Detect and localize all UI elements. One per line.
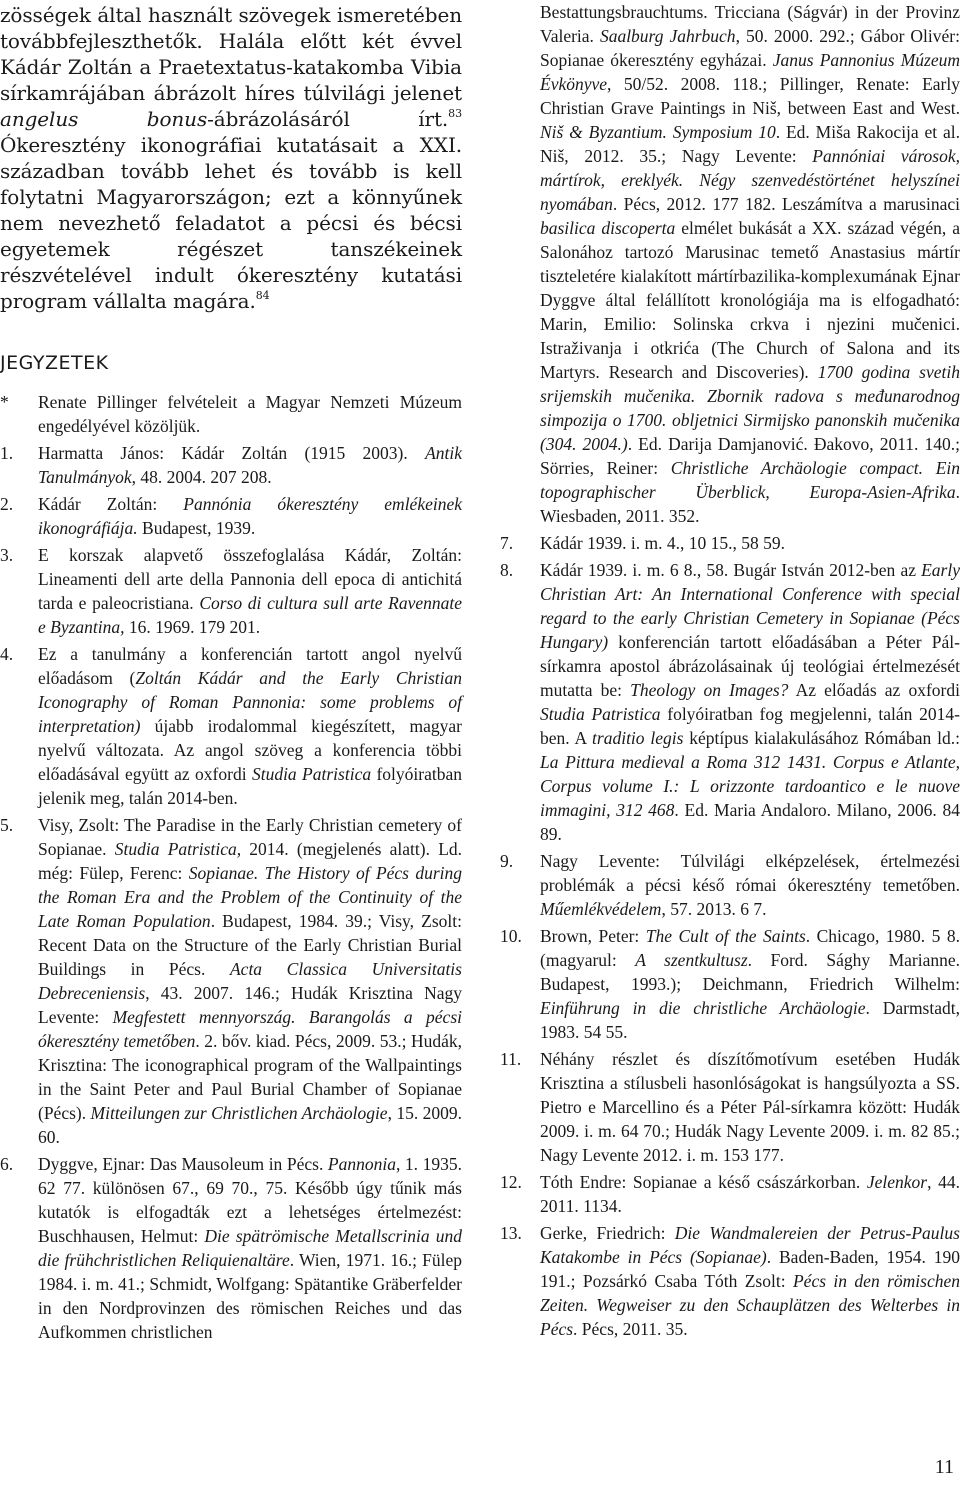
footnote-number: 5. [0,815,14,835]
note-6-cont-seg: , 50. 2000. 292.; Gábor Olivér: Sopianae ókeresztény egyházai. [540,26,960,70]
footnote-text-seg: Mitteilungen zur Christlichen Archäologie [90,1103,388,1123]
footnote-text-seg: A szentkultusz [635,950,748,970]
footnote-text-seg: képtípus kialakulásához Rómában ld.: [683,728,960,748]
note-6-cont-seg: Bestattungsbrauchtums. Tricciana (Ságvár) in der Provinz Valeria. [540,2,960,46]
footnote-text-seg: , 15. 2009. 60. [38,1103,462,1147]
footnote-text-seg: , 43. 2007. 146.; Hudák Krisztina Nagy Levente: [38,983,462,1027]
footnote-item [500,1170,960,1218]
footnote-number: * [0,392,9,412]
footnote-number: 3. [0,545,14,565]
footnote-text-seg: Néhány részlet és díszítőmotívum esetében Hudák Krisztina a stílusbeli hasonlóságokat is hangsúlyozta a SS. Pietro e Marcellino és a Péter Pál-sírkamra között: Hudák 2009. i. m. 64 70.; Hudák Nagy Levente 2009. i. m. 82 85.; Nagy Levente 2012. i. m. 153 177. [540,1049,960,1165]
footnote-text-seg: . Baden-Baden, 1954. 190 191.; Pozsárkó Csaba Tóth Zsolt: [540,1247,960,1291]
note-6-cont-seg: . Pécs, 2012. 177 182. Leszámítva a marusinaci [612,194,960,214]
footnote-text-seg: Theology on Images? [630,680,789,700]
footnote-text-seg: Sopianae. The History of Pécs during the Roman Era and the Problem of the Continuity of the Late Roman Population [38,863,463,931]
footnote-text-seg: , 44. 2011. 1134. [540,1172,960,1216]
footnote-item [500,1047,960,1167]
footnote-text-seg: Studia Patristica [251,764,372,784]
footnote-text-seg: . 2. bőv. kiad. Pécs, 2009. 53.; Hudák, Krisztina: The iconographical program of the Wallpaintings in the Saint Peter and Paul Burial Chamber of Sopianae (Pécs). [38,1031,462,1123]
footnote-text-seg: Visy, Zsolt: The Paradise in the Early Christian cemetery of Sopianae. [38,815,462,859]
footnote-text-seg: Tóth Endre: Sopianae a késő császárkorban. [540,1172,867,1192]
note-6-cont-seg: basilica discoperta [540,218,676,238]
note-6-cont-seg: , 50/52. 2008. 118.; Pillinger, Renate: Early Christian Grave Paintings in Niš, between East and West. [540,74,960,118]
footnote-number: 10. [500,926,522,946]
page-number: 11 [934,1456,954,1478]
footnote-text [38,815,462,1147]
footnote-text-seg: Gerke, Friedrich: [540,1223,675,1243]
footnote-text [540,1049,960,1165]
footnote-text-seg: Kádár 1939. i. m. 4., 10 15., 58 59. [540,533,785,553]
footnote-text-seg: Corso di cultura sull arte Ravennate e Byzantina, [38,593,462,637]
footnote-text-seg: Renate Pillinger felvételeit a Magyar Nemzeti Múzeum engedélyével közöljük. [38,392,462,436]
footnote-number: 7. [500,533,514,553]
footnote-text-seg: Studia Patristica, [114,839,242,859]
note-6-cont-seg: elmélet bukását a XX. század végén, a Salonához tartozó Marusinac temető Anastasius mártír tiszteletére kialakított mártírbazilika-komplexumának Ejnar Dyggve által felállított kronológiája ma is elfogadható: Marin, Emilio: Solinska crkva i njezini mučenici. Istraživanja i otkrića (The Church of Salona and its Martyrs. Research and Discoveries). [540,218,960,382]
notes-list-left [0,390,462,1344]
right-column [500,0,960,1344]
body-text-a: zösségek által használt szövegek ismeretében továbbfejleszthetők. Halála előtt két évvel Kádár Zoltán a Praetextatus-katakomba Vibia sírkamrájában ábrázolt híres túlvilági jelenet [0,3,462,105]
footnote-text-seg: Megfestett mennyország. Barangolás a pécsi ókeresztény temetőben [38,1007,462,1051]
note-6-cont-seg: Christliche Archäologie compact. Ein topographischer Überblick, Europa-Asien-Afrika [540,458,960,502]
footnote-item [500,531,960,555]
note-6-cont-seg: Saalburg Jahrbuch [599,26,736,46]
footnote-text-seg: Jelenkor [866,1172,928,1192]
footnote-text-seg: E korszak alapvető összefoglalása Kádár, Zoltán: Lineamenti dell arte della Pannonia dell epoca di antichitá tarda e paleocristiana. [38,545,462,613]
footnote-number: 4. [0,644,14,664]
footnote-text-seg: konferencián tartott előadásában a Péter Pál-sírkamra apostol ábrázolásainak új teológiai értelmezését mutatta be: [540,632,960,700]
footnote-text-seg: . Darmstadt, 1983. 54 55. [540,998,960,1042]
footnote-text-seg: The Cult of the Saints [645,926,806,946]
note-6-cont-seg: Pannóniai városok, mártírok, ereklyék. Négy szenvedéstörténet helyszínei nyomában [540,146,960,214]
footnote-text [38,644,462,808]
footnote-text-seg: 16. 1969. 179 201. [124,617,261,637]
footnote-item [0,390,462,438]
footnote-text-seg: . Budapest, 1984. 39.; Visy, Zsolt: Recent Data on the Structure of the Early Christian Burial Buildings in Pécs. [38,911,462,979]
footnote-item [0,492,462,540]
note-6-cont-seg: Niš & Byzantium. Symposium 10 [540,122,776,142]
footnote-text [540,926,960,1042]
footnote-text-seg: Die Wandmalereien der Petrus-Paulus Katakombe in Pécs (Sopianae) [540,1223,960,1267]
footnote-text-seg: Pécs in den römischen Zeiten. Wegweiser zu den Schauplätzen des Welterbes in Pécs [540,1271,960,1339]
note-6-cont-seg: . Ed. Miša Rakocija et al. Niš, 2012. 35.; Nagy Levente: [540,122,960,166]
footnote-item [500,558,960,846]
footnote-text-seg: , 57. 2013. 6 7. [661,899,767,919]
footnote-text [540,533,785,553]
footnote-text-seg: Die spätrömische Metallscrinia und die frühchristlichen Reliquienaltäre [38,1226,462,1270]
footnote-text-seg: . Chicago, 1980. 5 8. (magyarul: [540,926,960,970]
note-6-cont-seg: 1700 godina svetih srijemskih mučenika. Zbornik radova s međunarodnog simpozija o 1700. obljetnici Sirmijsko panonskih mučenika (304. 2004.) [540,362,960,454]
body-paragraph [0,0,462,314]
note-6-cont-seg: . Wiesbaden, 2011. 352. [540,482,960,526]
footnote-text-seg: Pannonia [327,1154,396,1174]
footnote-item [0,813,462,1149]
body-text-angelus: angelus bonus [0,107,208,131]
footnote-text-seg: Zoltán Kádár and the Early Christian Iconography of Roman Pannonia: some problems of interpretation) [38,668,462,736]
footnote-text [38,494,462,538]
footnote-text-seg: Nagy Levente: Túlvilági elképzelések, értelmezési problémák a pécsi késő római ókeresztény temetőben. [540,851,960,895]
footnote-text-seg: Einführung in die christliche Archäologie [540,998,866,1018]
footnote-text-seg: traditio legis [592,728,684,748]
notes-list-right [500,531,960,1341]
footnote-text-seg: Az előadás az oxfordi [788,680,960,700]
note-6-cont-seg: . Ed. Darija Damjanović. Đakovo, 2011. 140.; Sörries, Reiner: [540,434,960,478]
notes-heading: JEGYZETEK [0,352,109,374]
footnote-text-seg: Műemlékvédelem [540,899,662,919]
footnote-number: 8. [500,560,514,580]
footnote-number: 13. [500,1223,522,1243]
footnote-text-seg: folyóiratban fog megjelenni, talán 2014-ben. A [540,704,960,748]
footnote-item [0,441,462,489]
footnote-text [38,392,462,436]
left-column [0,0,462,1347]
footnote-number: 12. [500,1172,522,1192]
footnote-text-seg: Studia Patristica [540,704,661,724]
footnote-number: 1. [0,443,14,463]
footnote-text [540,1172,960,1216]
footnote-number: 2. [0,494,14,514]
footnote-text-seg: , 48. 2004. 207 208. [131,467,272,487]
footnote-text-seg: Kádár Zoltán: [38,494,184,514]
footnote-text-seg: Ez a tanulmány a konferencián tartott angol nyelvű előadásom ( [38,644,462,688]
footnote-text-seg: Antik Tanulmányok [38,443,462,487]
note-6-continuation [500,0,960,528]
footnote-item [0,543,462,639]
footnote-text [38,1154,462,1342]
footnote-text-seg: Dyggve, Ejnar: Das Mausoleum in Pécs. [38,1154,328,1174]
footnote-text-seg: , 1. 1935. 62 77. különösen 67., 69 70., 75. Később úgy tűnik más kutatók is elfogadták ezt a lehetséges értelmezést: Buschhausen, Helmut: [38,1154,462,1246]
footnote-text-seg: . Ford. Sághy Marianne. Budapest, 1993.); Deichmann, Friedrich Wilhelm: [540,950,960,994]
footnote-text-seg: Budapest, 1939. [137,518,256,538]
footnote-text-seg: La Pittura medieval a Roma 312 1431. Corpus e Atlante, Corpus volume I.: L orizzonte tardoantico e le nuove immagini, 312 468 [540,752,960,820]
footnote-text [38,443,462,487]
footnote-item [0,1152,462,1344]
footnote-item [500,924,960,1044]
footnote-text-seg: Brown, Peter: [540,926,646,946]
footnote-item [500,849,960,921]
footnote-text [540,851,960,919]
footnote-text-seg: Kádár 1939. i. m. 6 8., 58. Bugár István 2012-ben az [540,560,922,580]
footnote-text [540,1223,960,1339]
footnote-text [540,560,960,844]
footnote-text-seg: Early Christian Art: An International Conference with special regard to the early Christian Cemetery in Sopianae (Pécs Hungary) [540,560,960,652]
footnote-ref-84[interactable]: 84 [255,289,270,302]
footnote-text-seg: Acta Classica Universitatis Debreceniensis [38,959,462,1003]
footnote-text-seg: . Ed. Maria Andaloro. Milano, 2006. 84 89. [540,800,960,844]
footnote-text-seg: 2014. (megjelenés alatt). Ld. még: Fülep, Ferenc: [38,839,463,883]
body-text-b: -ábrázolásáról írt. [207,107,449,131]
footnote-text-seg: Pannónia ókeresztény emlékeinek ikonográfiája. [38,494,463,538]
footnote-text-seg: . Pécs, 2011. 35. [573,1319,688,1339]
footnote-item [500,1221,960,1341]
note-6-cont-seg: Janus Pannonius Múzeum Évkönyve [540,50,960,94]
footnote-number: 11. [500,1049,522,1069]
footnote-ref-83[interactable]: 83 [448,107,462,120]
footnote-text-seg: újabb irodalommal kiegészített, magyar nyelvű változata. Az angol szöveg a konferencia többi előadásával együtt az oxfordi [38,716,462,784]
footnote-item [0,642,462,810]
body-text-c: Ókeresztény ikonográfiai kutatásait a XXI. században tovább lehet és tovább is kell folytatni Magyarországon; ezt a könnyűnek nem nevezhető feladatot a pécsi és bécsi egyetemek régészet tanszékeinek részvételével indult ókeresztény kutatási program vállalta magára. [0,133,462,313]
footnote-number: 9. [500,851,514,871]
footnote-text-seg: . Wien, 1971. 16.; Fülep 1984. i. m. 41.; Schmidt, Wolfgang: Spätantike Gräberfelder in den Nordprovinzen des römischen Reiches und das Aufkommen christlichen [38,1250,463,1342]
footnote-number: 6. [0,1154,14,1174]
footnote-text-seg: Harmatta János: Kádár Zoltán (1915 2003). [38,443,426,463]
footnote-text [38,545,462,637]
footnote-text-seg: folyóiratban jelenik meg, talán 2014-ben. [38,764,463,808]
